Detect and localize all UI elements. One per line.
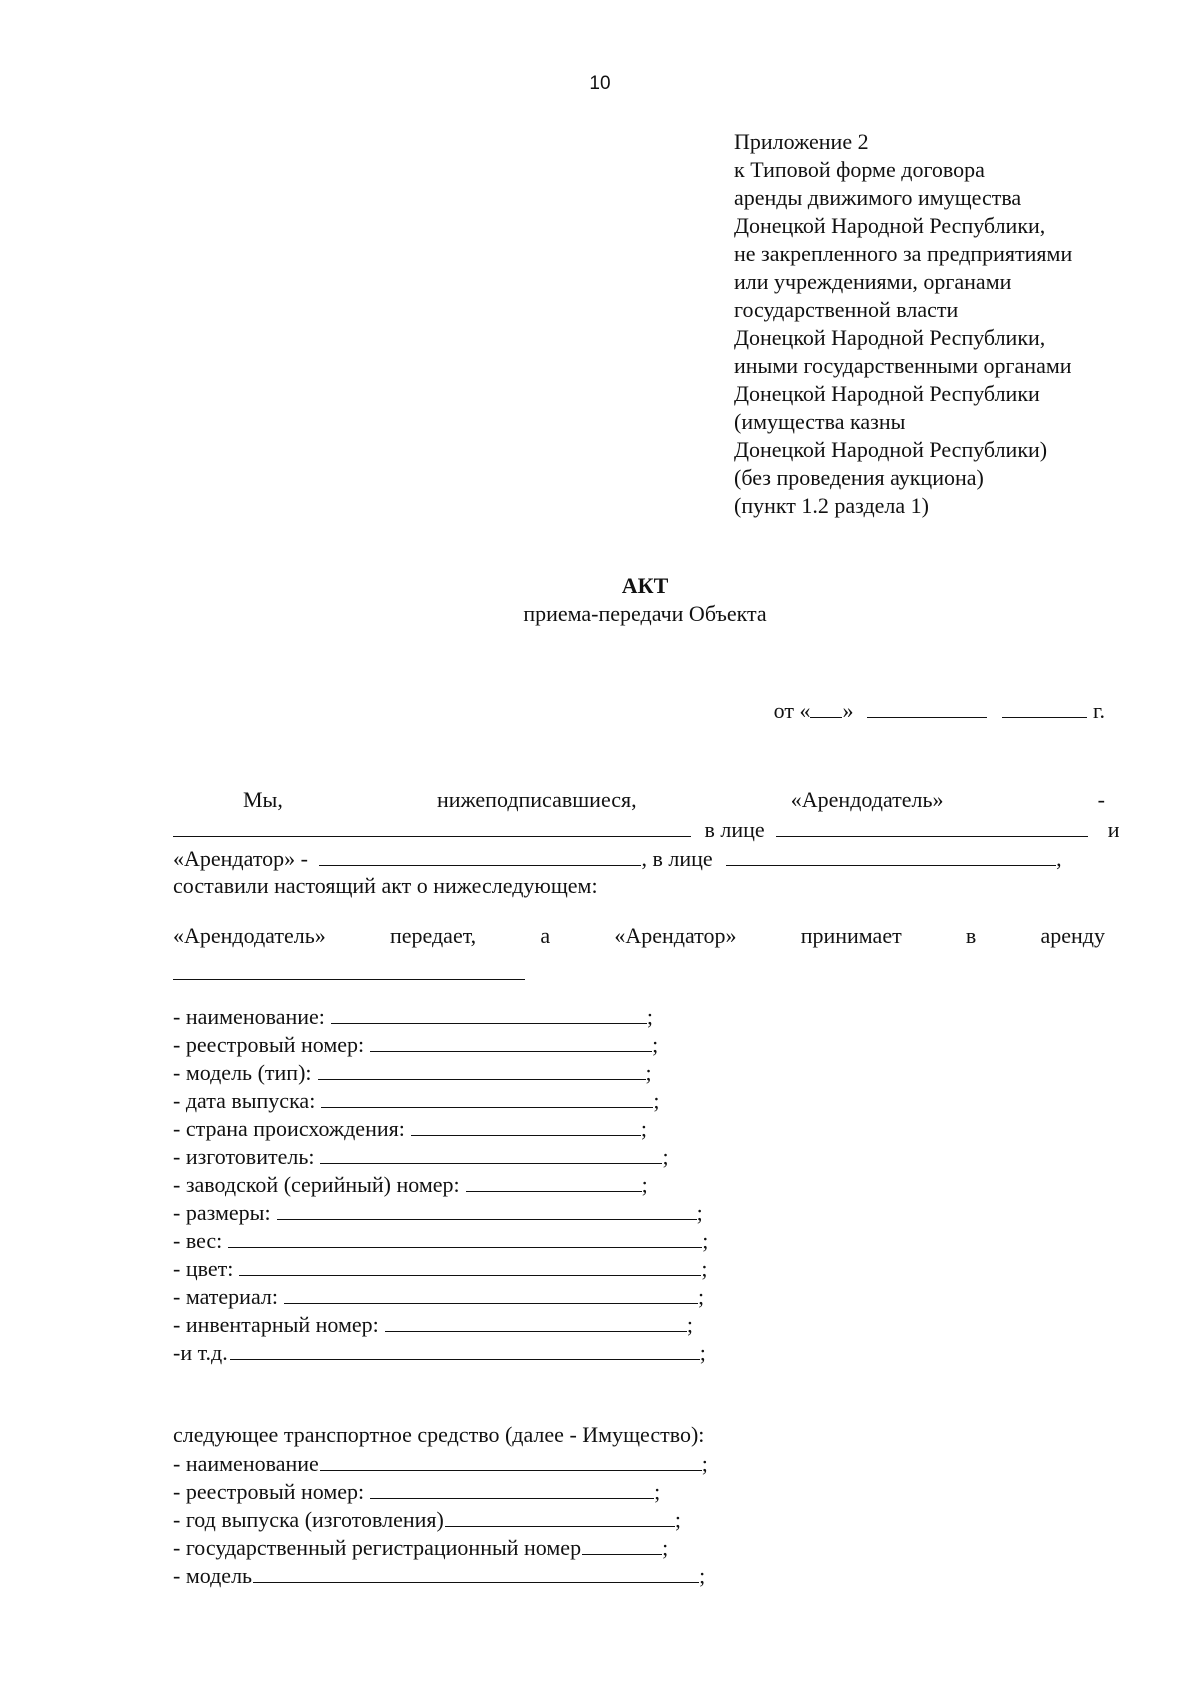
semicolon: ;: [701, 1451, 708, 1476]
semicolon: ;: [696, 1200, 703, 1225]
field-label: - страна происхождения:: [173, 1116, 405, 1141]
field-blank[interactable]: [411, 1115, 641, 1136]
word: нижеподписавшиеся,: [436, 787, 637, 812]
field-label: - реестровый номер:: [173, 1479, 365, 1504]
month-blank[interactable]: [867, 697, 987, 718]
day-blank[interactable]: [810, 697, 842, 718]
field-blank[interactable]: [318, 1059, 646, 1080]
year-blank[interactable]: [1002, 697, 1087, 718]
word: «Арендатор»: [614, 923, 737, 948]
vehicle-fields: [173, 1450, 708, 1590]
property-fields: [173, 1003, 708, 1367]
date-line: [774, 697, 1105, 724]
field-label: - государственный регистрационный номер: [173, 1535, 582, 1560]
vehicle-intro: следующее транспортное средство (далее - Имущество):: [173, 1422, 705, 1447]
semicolon: ;: [699, 1340, 706, 1365]
field-label: -и т.д.: [173, 1340, 228, 1365]
appendix-line: (пункт 1.2 раздела 1): [734, 493, 929, 518]
field-blank[interactable]: [370, 1478, 654, 1499]
field-label: - материал:: [173, 1284, 278, 1309]
in-face-label: в лице: [704, 817, 765, 842]
semicolon: ;: [653, 1088, 660, 1113]
appendix-line: Донецкой Народной Республики: [734, 381, 1040, 406]
field-blank[interactable]: [385, 1311, 687, 1332]
lessor-rep-blank[interactable]: [776, 816, 1088, 837]
field-blank[interactable]: [445, 1506, 675, 1527]
word: передает,: [389, 923, 477, 948]
document-title: АКТ: [621, 573, 669, 598]
field-blank[interactable]: [321, 1087, 653, 1108]
word: в: [965, 923, 977, 948]
field-label: - наименование: [173, 1451, 319, 1476]
field-label: - наименование:: [173, 1004, 325, 1029]
field-label: - изготовитель:: [173, 1144, 315, 1169]
word: аренду: [1040, 923, 1105, 948]
field-label: - инвентарный номер:: [173, 1312, 379, 1337]
field-label: - модель: [173, 1563, 253, 1588]
field-label: - вес:: [173, 1228, 223, 1253]
appendix-line: аренды движимого имущества: [734, 185, 1022, 210]
and-label: и: [1107, 817, 1120, 842]
date-mid: »: [842, 698, 854, 723]
semicolon: ;: [662, 1144, 669, 1169]
field-blank[interactable]: [228, 1227, 702, 1248]
field-blank[interactable]: [277, 1199, 697, 1220]
parties-line-2: [173, 816, 1120, 843]
property-type-blank[interactable]: [173, 978, 525, 980]
field-label: - заводской (серийный) номер:: [173, 1172, 460, 1197]
field-label: - размеры:: [173, 1200, 271, 1225]
word: -: [1097, 787, 1105, 812]
field-label: - дата выпуска:: [173, 1088, 316, 1113]
lessee-rep-blank[interactable]: [726, 845, 1056, 866]
semicolon: ;: [702, 1228, 709, 1253]
transfer-line: [173, 923, 1105, 949]
word: «Арендодатель»: [173, 923, 326, 948]
word: принимает: [800, 923, 902, 948]
semicolon: ;: [686, 1312, 693, 1337]
field-label: - год выпуска (изготовления): [173, 1507, 444, 1532]
semicolon: ;: [641, 1172, 648, 1197]
semicolon: ;: [645, 1060, 652, 1085]
date-prefix: от «: [773, 698, 811, 723]
field-blank[interactable]: [230, 1339, 700, 1360]
semicolon: ;: [640, 1116, 647, 1141]
appendix-line: государственной власти: [734, 297, 959, 322]
appendix-line: Донецкой Народной Республики,: [734, 325, 1046, 350]
page-number: 10: [589, 73, 611, 94]
semicolon: ;: [674, 1507, 681, 1532]
appendix-line: не закрепленного за предприятиями: [734, 241, 1073, 266]
parties-line-3: [173, 845, 1105, 872]
semicolon: ;: [698, 1284, 705, 1309]
appendix-line: Донецкой Народной Республики): [734, 437, 1048, 462]
semicolon: ;: [652, 1032, 659, 1057]
word: а: [540, 923, 551, 948]
word: «Арендодатель»: [790, 787, 944, 812]
field-blank[interactable]: [331, 1003, 647, 1024]
field-label: - реестровый номер:: [173, 1032, 365, 1057]
field-blank[interactable]: [253, 1562, 699, 1583]
appendix-line: к Типовой форме договора: [734, 157, 985, 182]
word: Мы,: [243, 787, 283, 812]
appendix-line: или учреждениями, органами: [734, 269, 1012, 294]
comma: ,: [1056, 846, 1062, 871]
field-blank[interactable]: [582, 1534, 662, 1555]
semicolon: ;: [699, 1563, 706, 1588]
field-blank[interactable]: [320, 1143, 662, 1164]
appendix-line: (без проведения аукциона): [734, 465, 984, 490]
semicolon: ;: [654, 1479, 661, 1504]
semicolon: ;: [701, 1256, 708, 1281]
appendix-line: иными государственными органами: [734, 353, 1072, 378]
field-label: - цвет:: [173, 1256, 234, 1281]
document-subtitle: приема-передачи Объекта: [523, 601, 767, 626]
field-blank[interactable]: [466, 1171, 642, 1192]
parties-line-1: [173, 787, 1105, 813]
field-blank[interactable]: [239, 1255, 701, 1276]
appendix-line: Приложение 2: [734, 129, 869, 154]
semicolon: ;: [662, 1535, 669, 1560]
field-blank[interactable]: [370, 1031, 652, 1052]
appendix-header: [734, 128, 1072, 520]
lessee-name-blank[interactable]: [319, 845, 641, 866]
appendix-line: (имущества казны: [734, 409, 906, 434]
semicolon: ;: [646, 1004, 654, 1029]
field-label: - модель (тип):: [173, 1060, 312, 1085]
lessor-name-blank[interactable]: [173, 816, 691, 837]
field-blank[interactable]: [284, 1283, 698, 1304]
year-suffix: г.: [1092, 698, 1105, 723]
appendix-line: Донецкой Народной Республики,: [734, 213, 1046, 238]
lessee-label: «Арендатор» -: [173, 846, 308, 871]
parties-line-4: составили настоящий акт о нижеследующем:: [173, 873, 598, 898]
in-face-label: , в лице: [641, 846, 713, 871]
field-blank[interactable]: [320, 1450, 702, 1471]
